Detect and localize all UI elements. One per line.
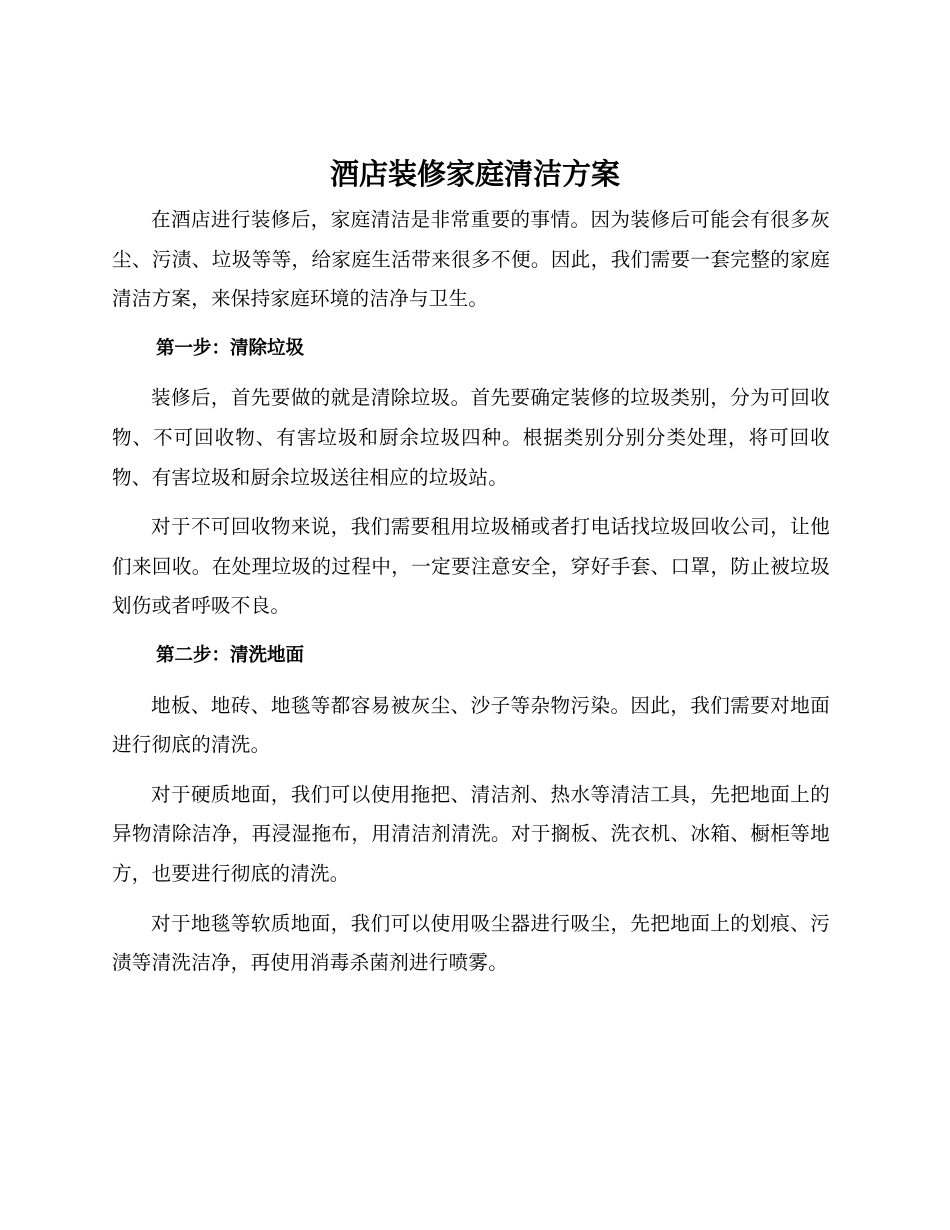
step-one-heading: 第一步：清除垃圾 (156, 337, 305, 359)
document-title: 酒店装修家庭清洁方案 (329, 157, 620, 191)
step-two-paragraph-1: 地板、地砖、地毯等都容易被灰尘、沙子等杂物污染。因此，我们需要对地面进行彻底的清洗。 (112, 693, 830, 757)
step-two-paragraph-3: 对于地毯等软质地面，我们可以使用吸尘器进行吸尘，先把地面上的划痕、污渍等清洗洁净，再使用消毒杀菌剂进行喷雾。 (112, 911, 830, 975)
document-body (112, 200, 830, 993)
step-one-paragraph-2: 对于不可回收物来说，我们需要租用垃圾桶或者打电话找垃圾回收公司，让他们来回收。在处理垃圾的过程中，一定要注意安全，穿好手套、口罩，防止被垃圾划伤或者呼吸不良。 (112, 515, 830, 618)
step-two-heading: 第二步：清洗地面 (156, 644, 305, 666)
intro-paragraph: 在酒店进行装修后，家庭清洁是非常重要的事情。因为装修后可能会有很多灰尘、污渍、垃圾等等，给家庭生活带来很多不便。因此，我们需要一套完整的家庭清洁方案，来保持家庭环境的洁净与卫生。 (112, 208, 830, 311)
step-one-paragraph-1: 装修后，首先要做的就是清除垃圾。首先要确定装修的垃圾类别，分为可回收物、不可回收物、有害垃圾和厨余垃圾四种。根据类别分别分类处理，将可回收物、有害垃圾和厨余垃圾送往相应的垃圾站。 (112, 386, 830, 489)
step-two-paragraph-2: 对于硬质地面，我们可以使用拖把、清洁剂、热水等清洁工具，先把地面上的异物清除洁净，再浸湿拖布，用清洁剂清洗。对于搁板、洗衣机、冰箱、橱柜等地方，也要进行彻底的清洗。 (112, 782, 830, 885)
